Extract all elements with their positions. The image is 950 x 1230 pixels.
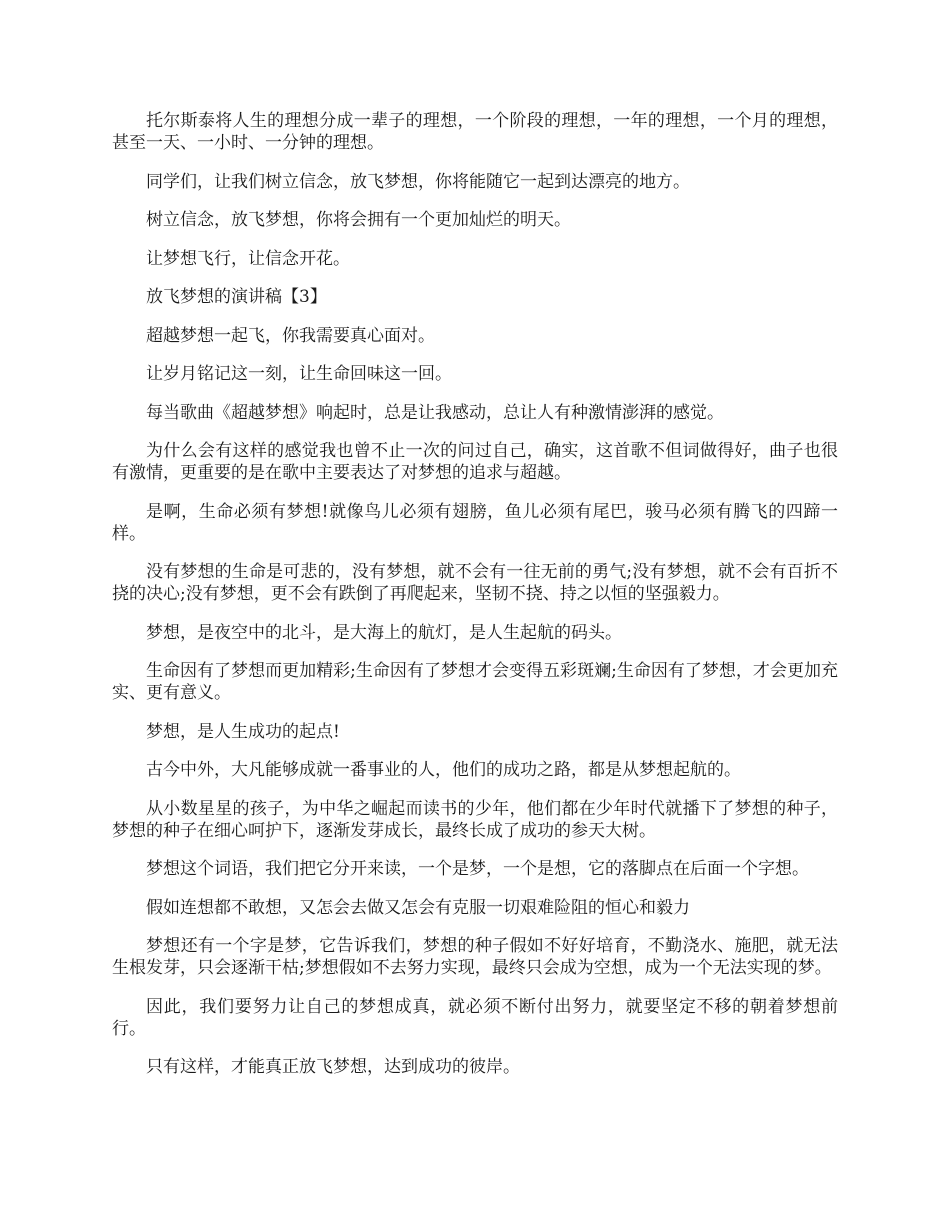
paragraph: 梦想，是人生成功的起点! xyxy=(146,721,340,742)
paragraph: 只有这样，才能真正放飞梦想，达到成功的彼岸。 xyxy=(146,1057,520,1077)
paragraph: 假如连想都不敢想，又怎会去做又怎会有克服一切艰难险阻的恒心和毅力 xyxy=(146,897,690,918)
paragraph: 让岁月铭记这一刻，让生命回味这一回。 xyxy=(146,364,452,384)
paragraph: 古今中外，大凡能够成就一番事业的人，他们的成功之路，都是从梦想起航的。 xyxy=(146,760,741,780)
paragraph: 树立信念，放飞梦想，你将会拥有一个更加灿烂的明天。 xyxy=(146,210,571,230)
section-heading: 放飞梦想的演讲稿【3】 xyxy=(146,287,327,307)
paragraph: 每当歌曲《超越梦想》响起时，总是让我感动，总让人有种激情澎湃的感觉。 xyxy=(146,402,724,423)
paragraph: 梦想还有一个字是梦，它告诉我们，梦想的种子假如不好好培育，不勤浇水、施肥，就无法生根发芽，只会逐渐干枯;梦想假如不去努力实现，最终只会成为空想，成为一个无法实现的梦。 xyxy=(112,936,838,978)
paragraph: 同学们，让我们树立信念，放飞梦想，你将能随它一起到达漂亮的地方。 xyxy=(146,171,690,192)
paragraph: 梦想这个词语，我们把它分开来读，一个是梦，一个是想，它的落脚点在后面一个字想。 xyxy=(146,859,809,879)
document-body xyxy=(112,110,838,1095)
paragraph: 没有梦想的生命是可悲的，没有梦想，就不会有一往无前的勇气;没有梦想，就不会有百折不挠的决心;没有梦想，更不会有跌倒了再爬起来，坚韧不挠、持之以恒的坚强毅力。 xyxy=(112,562,838,604)
paragraph: 是啊，生命必须有梦想!就像鸟儿必须有翅膀，鱼儿必须有尾巴，骏马必须有腾飞的四蹄一样。 xyxy=(112,501,838,544)
paragraph: 为什么会有这样的感觉我也曾不止一次的问过自己，确实，这首歌不但词做得好，曲子也很有激情，更重要的是在歌中主要表达了对梦想的追求与超越。 xyxy=(112,441,838,483)
paragraph: 让梦想飞行，让信念开花。 xyxy=(146,248,350,269)
paragraph: 因此，我们要努力让自己的梦想成真，就必须不断付出努力，就要坚定不移的朝着梦想前行。 xyxy=(112,996,838,1039)
paragraph: 从小数星星的孩子，为中华之崛起而读书的少年，他们都在少年时代就播下了梦想的种子，梦想的种子在细心呵护下，逐渐发芽成长，最终长成了成功的参天大树。 xyxy=(112,798,838,841)
paragraph: 生命因有了梦想而更加精彩;生命因有了梦想才会变得五彩斑斓;生命因有了梦想，才会更加充实、更有意义。 xyxy=(112,661,838,703)
paragraph: 梦想，是夜空中的北斗，是大海上的航灯，是人生起航的码头。 xyxy=(146,622,622,643)
paragraph: 托尔斯泰将人生的理想分成一辈子的理想，一个阶段的理想，一年的理想，一个月的理想，甚至一天、一小时、一分钟的理想。 xyxy=(112,111,838,153)
paragraph: 超越梦想一起飞，你我需要真心面对。 xyxy=(146,325,435,346)
